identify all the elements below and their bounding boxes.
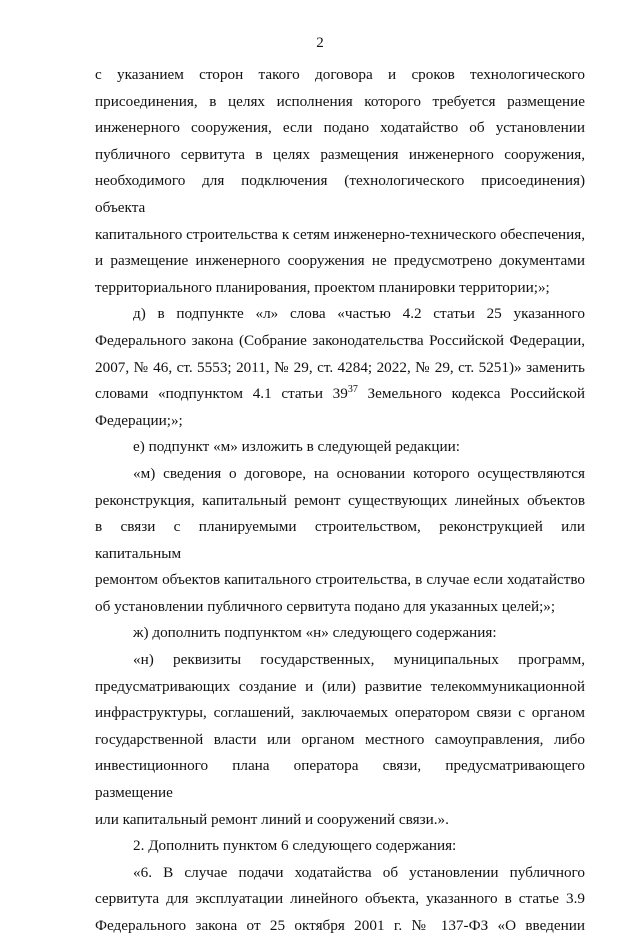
page-number: 2 [316, 35, 324, 51]
text-line: ж) дополнить подпунктом «н» следующего содержания: [133, 624, 497, 642]
text-line: необходимого для подключения (технологического присоединения) объекта [95, 172, 585, 216]
text-line: д) в подпункте «л» слова «частью 4.2 статьи 25 указанного [133, 305, 585, 323]
text-line: Федерального закона (Собрание законодательства Российской Федерации, [95, 331, 585, 349]
superscript-number: 37 [347, 384, 358, 396]
paragraph-subitem-d [95, 301, 585, 434]
text-line: Федерального закона от 25 октября 2001 г. № 137-ФЗ «О введении [95, 917, 585, 934]
paragraph-item-2 [95, 833, 585, 860]
text-line-with-superscript [95, 381, 585, 408]
text-line: в связи с планируемыми строительством, реконструкцией или капитальным [95, 518, 585, 562]
text-line: и размещение инженерного сооружения не предусмотрено документами [95, 252, 585, 270]
text-line: государственной власти или органом местного самоуправления, либо [95, 730, 585, 748]
text-line: 2007, № 46, ст. 5553; 2011, № 29, ст. 4284; 2022, № 29, ст. 5251)» заменить [95, 358, 585, 376]
text-line: капитального строительства к сетям инженерно-технического обеспечения, [95, 225, 585, 243]
text-line: «6. В случае подачи ходатайства об установлении публичного [133, 863, 585, 881]
text-line: «н) реквизиты государственных, муниципальных программ, [133, 651, 585, 669]
document-body [95, 62, 585, 940]
text-line: сервитута для эксплуатации линейного объекта, указанного в статье 3.9 [95, 890, 585, 908]
text-line: инвестиционного плана оператора связи, предусматривающего размещение [95, 757, 585, 802]
text-line: предусматривающих создание и (или) развитие телекоммуникационной [95, 677, 585, 695]
text-line: «м) сведения о договоре, на основании которого осуществляются [133, 464, 585, 482]
text-line: об установлении публичного сервитута подано для указанных целей;»; [95, 597, 556, 615]
text-line: е) подпункт «м» изложить в следующей редакции: [133, 438, 461, 456]
text-line: реконструкция, капитальный ремонт существующих линейных объектов [95, 491, 585, 509]
paragraph-quote-n [95, 647, 585, 833]
text-line: инженерного сооружения, если подано ходатайство об установлении [95, 119, 585, 137]
paragraph-quote-6 [95, 860, 585, 940]
text-line: территориального планирования, проектом планировки территории;»; [95, 278, 550, 296]
text-line: ремонтом объектов капитального строительства, в случае если ходатайство [95, 571, 585, 589]
text-line: публичного сервитута в целях размещения инженерного сооружения, [95, 145, 585, 163]
paragraph-quote-m [95, 461, 585, 621]
text-line: или капитальный ремонт линий и сооружений связи.». [95, 810, 449, 828]
text-fragment: Земельного кодекса Российской [357, 385, 585, 403]
text-line: присоединения, в целях исполнения которого требуется размещение [95, 92, 585, 110]
text-line: с указанием сторон такого договора и сроков технологического [95, 66, 585, 83]
text-line: 2. Дополнить пунктом 6 следующего содержания: [133, 837, 457, 855]
text-line: инфраструктуры, соглашений, заключаемых оператором связи с органом [95, 704, 585, 722]
text-line: Федерации;»; [95, 411, 183, 429]
paragraph-continuation [95, 62, 585, 301]
text-fragment: словами «подпунктом 4.1 статьи 39 [95, 385, 348, 403]
paragraph-subitem-zh [95, 620, 585, 647]
paragraph-subitem-e [95, 434, 585, 461]
